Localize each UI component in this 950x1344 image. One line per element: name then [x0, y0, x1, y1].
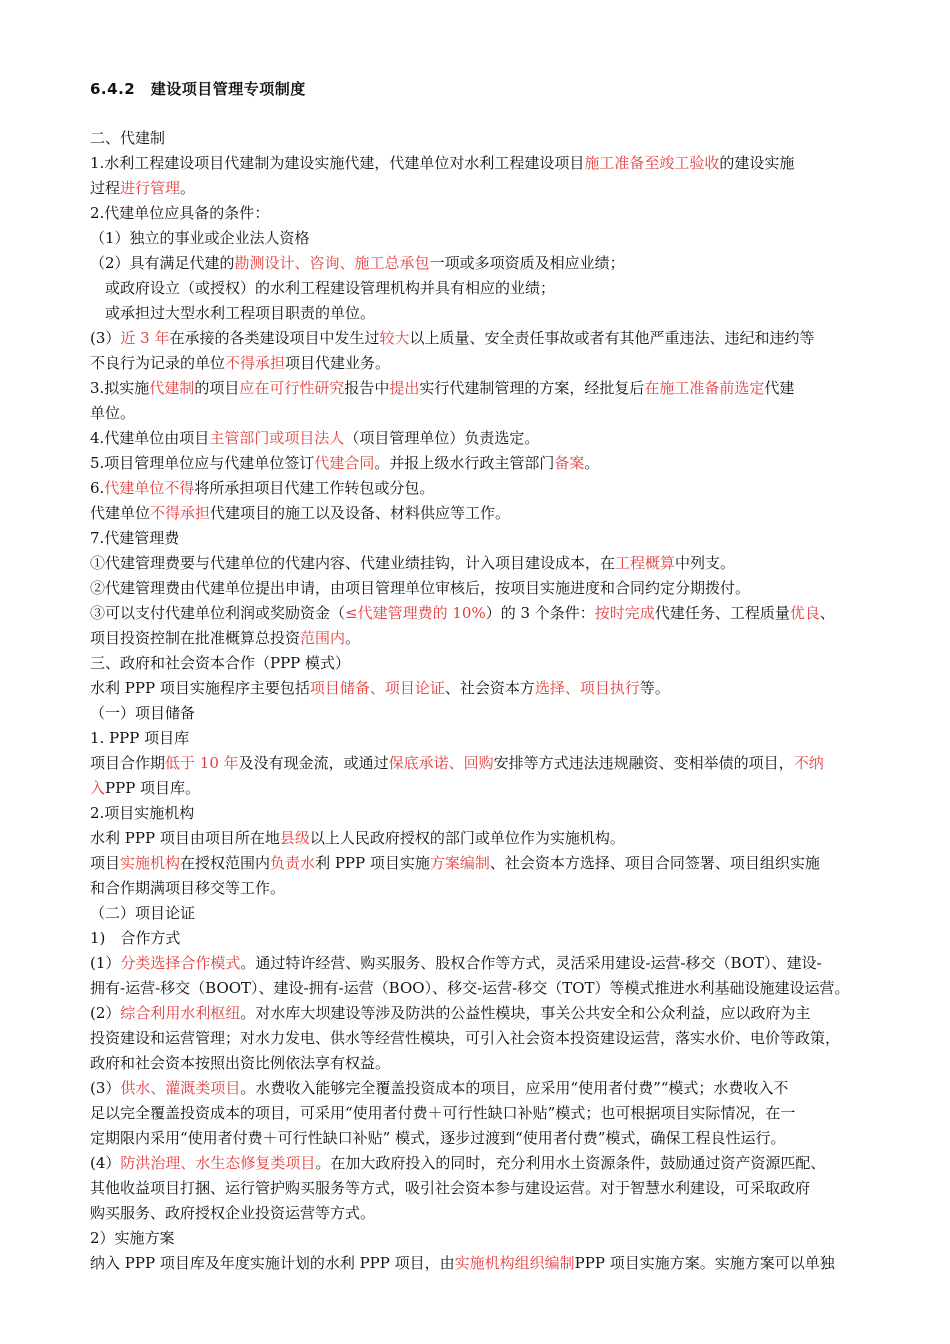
text-segment: 水利 PPP 项目由项目所在地	[90, 829, 280, 847]
highlighted-text: 提出	[389, 379, 420, 397]
text-segment: 一项或多项资质及相应业绩；	[429, 254, 625, 272]
text-segment: 二、代建制	[90, 129, 166, 147]
highlighted-text: 代建制	[149, 379, 195, 397]
highlighted-text: ≤代建管理费的 10%	[345, 604, 486, 622]
highlighted-text: 实施机构	[120, 854, 181, 872]
text-segment: 项目	[90, 854, 121, 872]
text-segment: 代建	[764, 379, 795, 397]
text-segment: ③可以支付代建单位利润或奖励资金（	[90, 604, 346, 622]
text-segment: 项目代建业务。	[285, 354, 391, 372]
text-segment: （一）项目储备	[90, 704, 196, 722]
text-line	[90, 751, 890, 776]
text-line	[90, 151, 890, 176]
text-segment: 的项目	[194, 379, 240, 397]
text-segment: 的建设实施	[719, 154, 795, 172]
text-line	[90, 876, 890, 901]
text-line	[90, 1126, 890, 1151]
text-segment: 6.	[90, 479, 105, 497]
text-segment: ②代建管理费由代建单位提出申请，由项目管理单位审核后，按项目实施进度和合同约定分期拨付。	[90, 579, 751, 597]
text-segment: 三、政府和社会资本合作（PPP 模式）	[90, 654, 351, 672]
text-line	[90, 176, 890, 201]
text-line	[90, 801, 890, 826]
text-segment: 不良行为记录的单位	[90, 354, 226, 372]
text-segment: 1) 合作方式	[90, 929, 181, 947]
text-segment: 。在加大政府投入的同时，充分利用水土资源条件，鼓励通过资产资源匹配、	[315, 1154, 826, 1172]
text-segment: 项目投资控制在批准概算总投资	[90, 629, 301, 647]
text-segment: 代建项目的施工以及设备、材料供应等工作。	[210, 504, 511, 522]
text-line	[90, 1076, 890, 1101]
text-segment: 4.代建单位由项目	[90, 429, 210, 447]
text-line	[90, 976, 890, 1001]
text-segment: 、	[819, 604, 835, 622]
text-line	[90, 1001, 890, 1026]
highlighted-text: 勘测设计、咨询、施工总承包	[234, 254, 430, 272]
text-line	[90, 401, 890, 426]
text-segment: 或政府设立（或授权）的水利工程建设管理机构并具有相应的业绩；	[90, 279, 556, 297]
text-line	[90, 1176, 890, 1201]
text-segment: 代建单位	[90, 504, 151, 522]
text-segment: 。并报上级水行政主管部门	[374, 454, 555, 472]
text-segment: （2）具有满足代建的	[90, 254, 235, 272]
text-line	[90, 1226, 890, 1251]
text-segment: (2）	[90, 1004, 121, 1022]
highlighted-text: 进行管理	[120, 179, 181, 197]
text-segment: 定期限内采用“使用者付费＋可行性缺口补贴” 模式，逐步过渡到“使用者付费”模式，确保工程良性运行。	[90, 1129, 786, 1147]
text-segment: 、社会资本方选择、项目合同签署、项目组织实施	[489, 854, 820, 872]
text-segment: 。	[584, 454, 600, 472]
text-line	[90, 1051, 890, 1076]
text-segment: 、社会资本方	[444, 679, 535, 697]
highlighted-text: 县级	[279, 829, 310, 847]
text-segment: 项目合作期	[90, 754, 166, 772]
text-segment: （项目管理单位）负责选定。	[344, 429, 540, 447]
text-segment: 及没有现金流，或通过	[238, 754, 389, 772]
text-segment: 和合作期满项目移交等工作。	[90, 879, 286, 897]
text-segment: PPP 项目库。	[105, 779, 201, 797]
text-line	[90, 451, 890, 476]
text-segment: 7.代建管理费	[90, 529, 180, 547]
text-line	[90, 1026, 890, 1051]
text-line	[90, 1251, 890, 1276]
text-segment: 1.水利工程建设项目代建制为建设实施代建，代建单位对水利工程建设项目	[90, 154, 585, 172]
text-segment: 。通过特许经营、购买服务、股权合作等方式，灵活采用建设-运营-移交（BOT）、建设-	[240, 954, 822, 972]
highlighted-text: 防洪治理、水生态修复类项目	[120, 1154, 316, 1172]
text-line	[90, 551, 890, 576]
text-line	[90, 251, 890, 276]
highlighted-text: 不得承担	[150, 504, 211, 522]
text-segment: 代建任务、工程质量	[654, 604, 790, 622]
text-segment: 购买服务、政府授权企业投资运营等方式。	[90, 1204, 376, 1222]
text-segment: 。水费收入能够完全覆盖投资成本的项目，应采用“使用者付费”“模式；水费收入不	[240, 1079, 789, 1097]
highlighted-text: 备案	[554, 454, 585, 472]
highlighted-text: 综合利用水利枢纽	[120, 1004, 241, 1022]
text-line	[90, 926, 890, 951]
text-segment: 2）实施方案	[90, 1229, 175, 1247]
text-segment: 2.代建单位应具备的条件：	[90, 204, 270, 222]
highlighted-text: 在施工准备前选定	[644, 379, 765, 397]
text-line	[90, 301, 890, 326]
text-line	[90, 501, 890, 526]
highlighted-text: 不纳	[793, 754, 824, 772]
text-line	[90, 326, 890, 351]
highlighted-text: 分类选择合作模式	[120, 954, 241, 972]
text-line	[90, 426, 890, 451]
text-segment: 。对水库大坝建设等涉及防洪的公益性模块，事关公共安全和公众利益，应以政府为主	[240, 1004, 811, 1022]
text-line	[90, 226, 890, 251]
text-segment: (4）	[90, 1154, 121, 1172]
highlighted-text: 实施机构组织编制	[454, 1254, 575, 1272]
text-line	[90, 726, 890, 751]
text-segment: 2.项目实施机构	[90, 804, 195, 822]
text-line	[90, 626, 890, 651]
text-segment: （1）独立的事业或企业法人资格	[90, 229, 310, 247]
text-line	[90, 351, 890, 376]
text-segment: 安排等方式违法违规融资、变相举债的项目，	[493, 754, 794, 772]
text-segment: 以上质量、安全责任事故或者有其他严重违法、违纪和违约等	[409, 329, 815, 347]
text-segment: 在承接的各类建设项目中发生过	[169, 329, 380, 347]
text-line	[90, 1151, 890, 1176]
text-line	[90, 376, 890, 401]
highlighted-text: 低于 10 年	[165, 754, 239, 772]
text-segment: 1. PPP 项目库	[90, 729, 190, 747]
text-segment: 等。	[639, 679, 670, 697]
text-segment: 水利 PPP 项目实施程序主要包括	[90, 679, 310, 697]
text-segment: PPP 项目实施方案。实施方案可以单独	[574, 1254, 835, 1272]
text-line	[90, 476, 890, 501]
text-segment: ①代建管理费要与代建单位的代建内容、代建业绩挂钩，计入项目建设成本，在	[90, 554, 616, 572]
text-segment: 以上人民政府授权的部门或单位作为实施机构。	[309, 829, 625, 847]
text-segment: 拥有-运营-移交（BOOT）、建设-拥有-运营（BOO）、移交-运营-移交（TOT）等模式推进水利基础设施建设运营。	[90, 979, 850, 997]
highlighted-text: 优良	[789, 604, 820, 622]
text-line	[90, 1101, 890, 1126]
text-segment: 报告中	[344, 379, 390, 397]
section-heading: 6.4.2 建设项目管理专项制度	[90, 80, 306, 98]
text-segment: (3）	[90, 1079, 121, 1097]
text-segment: 纳入 PPP 项目库及年度实施计划的水利 PPP 项目，由	[90, 1254, 455, 1272]
text-line	[90, 701, 890, 726]
text-segment: 利 PPP 项目实施	[315, 854, 430, 872]
highlighted-text: 主管部门或项目法人	[209, 429, 345, 447]
highlighted-text: 项目储备、项目论证	[309, 679, 445, 697]
text-line	[90, 1201, 890, 1226]
highlighted-text: 工程概算	[615, 554, 676, 572]
text-segment: (3）	[90, 329, 121, 347]
text-line	[90, 601, 890, 626]
highlighted-text: 按时完成	[594, 604, 655, 622]
text-line	[90, 851, 890, 876]
text-line	[90, 576, 890, 601]
text-segment: （二）项目论证	[90, 904, 196, 922]
text-segment: 。	[180, 179, 196, 197]
text-segment: 将所承担项目代建工作转包或分包。	[194, 479, 435, 497]
text-segment: 。	[345, 629, 361, 647]
highlighted-text: 施工准备至竣工验收	[584, 154, 720, 172]
text-line	[90, 676, 890, 701]
highlighted-text: 较大	[379, 329, 410, 347]
highlighted-text: 应在可行性研究	[239, 379, 345, 397]
text-segment: 投资建设和运营管理；对水力发电、供水等经营性模块，可引入社会资本投资建设运营，落实水价、电价等政策，	[90, 1029, 841, 1047]
highlighted-text: 方案编制	[429, 854, 490, 872]
text-segment: 单位。	[90, 404, 136, 422]
text-line	[90, 526, 890, 551]
highlighted-text: 供水、灌溉类项目	[120, 1079, 241, 1097]
text-line	[90, 951, 890, 976]
text-segment: 实行代建制管理的方案，经批复后	[419, 379, 645, 397]
text-segment: 过程	[90, 179, 121, 197]
text-segment: 或承担过大型水利工程项目职责的单位。	[90, 304, 376, 322]
text-segment: 其他收益项目打捆、运行管护购买服务等方式，吸引社会资本参与建设运营。对于智慧水利建设，可采取政府	[90, 1179, 811, 1197]
highlighted-text: 代建单位不得	[104, 479, 195, 497]
text-segment: ）的 3 个条件：	[485, 604, 595, 622]
text-line	[90, 276, 890, 301]
highlighted-text: 入	[90, 779, 106, 797]
text-segment: 中列支。	[675, 554, 736, 572]
text-line	[90, 201, 890, 226]
text-line	[90, 776, 890, 801]
text-line	[90, 901, 890, 926]
highlighted-text: 选择、项目执行	[534, 679, 640, 697]
text-line	[90, 126, 890, 151]
document-body	[90, 126, 890, 1276]
text-line	[90, 651, 890, 676]
text-segment: 3.拟实施	[90, 379, 150, 397]
highlighted-text: 近 3 年	[120, 329, 170, 347]
highlighted-text: 负责水	[270, 854, 316, 872]
highlighted-text: 不得承担	[225, 354, 286, 372]
text-segment: 足以完全覆盖投资成本的项目，可采用“使用者付费＋可行性缺口补贴”模式；也可根据项目实际情况，在一	[90, 1104, 796, 1122]
text-segment: 政府和社会资本按照出资比例依法享有权益。	[90, 1054, 391, 1072]
text-segment: 在授权范围内	[180, 854, 271, 872]
text-line	[90, 826, 890, 851]
highlighted-text: 保底承诺、回购	[388, 754, 494, 772]
highlighted-text: 代建合同	[314, 454, 375, 472]
highlighted-text: 范围内	[300, 629, 346, 647]
text-segment: 5.项目管理单位应与代建单位签订	[90, 454, 315, 472]
text-segment: (1）	[90, 954, 121, 972]
